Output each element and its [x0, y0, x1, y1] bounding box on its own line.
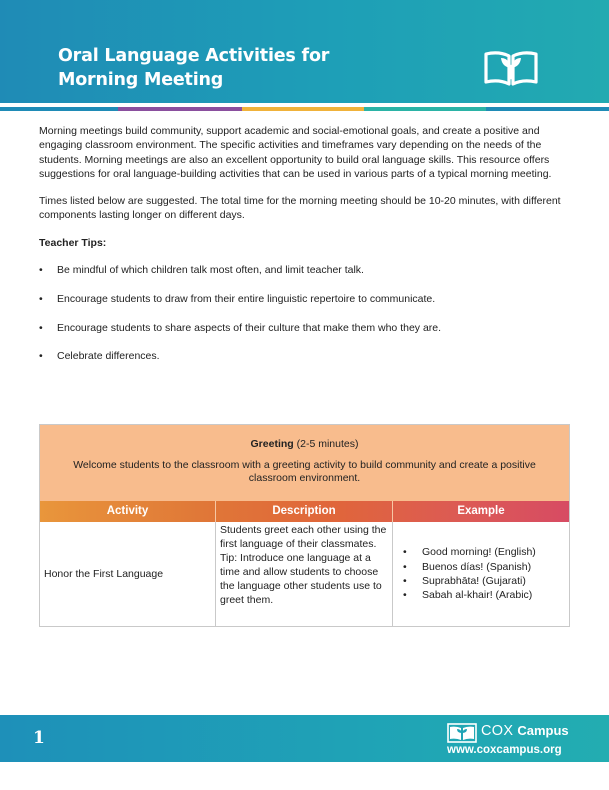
brand-campus: Campus [517, 723, 569, 738]
list-item [403, 588, 536, 602]
main-content [39, 124, 569, 378]
color-stripe [0, 107, 609, 111]
bullet-icon: • [39, 292, 43, 305]
list-item [39, 321, 569, 335]
tip-text: Celebrate differences. [57, 350, 160, 363]
bullet-icon: • [39, 264, 43, 277]
section-time: (2-5 minutes) [296, 438, 359, 450]
list-item [403, 574, 536, 588]
teacher-tips-heading: Teacher Tips: [39, 236, 107, 249]
bullet-icon: • [403, 560, 407, 573]
bullet-icon: • [403, 589, 407, 602]
tip-text: Be mindful of which children talk most often, and limit teacher talk. [57, 264, 364, 277]
open-book-sprout-icon [447, 723, 477, 743]
example-text: Sabah al-khair! (Arabic) [422, 589, 533, 602]
example-text: Good morning! (English) [422, 546, 536, 559]
table-column-headers [40, 501, 569, 522]
brand-name [481, 721, 569, 741]
open-book-sprout-icon [482, 46, 540, 88]
intro-paragraph-1: Morning meetings build community, support academic and social-emotional goals, and create a positive and engaging classroom environment. The specific activities and timeframes vary depending on the needs of the students. Morning meetings are also an excellent opportunity to build oral language skills. This resource offers suggestions for oral language-building activities that can be used in various parts of a typical morning meeting. [39, 125, 552, 180]
list-item [39, 349, 569, 363]
page-title-line-2: Morning Meeting [58, 70, 224, 90]
example-list [403, 545, 536, 602]
activity-cell: Honor the First Language [40, 522, 216, 626]
bullet-icon: • [39, 350, 43, 363]
tip-text: Encourage students to share aspects of their culture that make them who they are. [57, 321, 442, 334]
teacher-tips-list [39, 263, 569, 364]
tip-text: Encourage students to draw from their entire linguistic repertoire to communicate. [57, 292, 436, 305]
bullet-icon: • [39, 321, 43, 334]
brand-cox: COX [481, 723, 514, 739]
example-text: Buenos días! (Spanish) [422, 560, 532, 573]
intro-paragraph-2: Times listed below are suggested. The total time for the morning meeting should be 10-20 minutes, with different components lasting longer on different days. [39, 195, 561, 222]
greeting-table [39, 424, 570, 627]
page-title [58, 44, 418, 92]
column-header-activity: Activity [40, 501, 216, 522]
page-title-line-1: Oral Language Activities for [58, 46, 330, 66]
list-item [39, 263, 569, 277]
section-title: Greeting [250, 438, 294, 450]
list-item [403, 560, 536, 574]
column-header-description: Description [216, 501, 393, 522]
page-header [0, 0, 609, 103]
list-item [403, 545, 536, 559]
bullet-icon: • [403, 546, 407, 559]
description-cell: Students greet each other using the first language of their classmates. Tip: Introduce one language at a time and allow students to choose the language other students use to greet them. [216, 522, 393, 626]
list-item [39, 292, 569, 306]
page-number: 1 [33, 728, 45, 748]
greeting-title [40, 438, 569, 451]
greeting-section-header [40, 425, 569, 501]
greeting-description: Welcome students to the classroom with a greeting activity to build community and create a positive classroom environment. [73, 459, 536, 484]
example-cell [393, 522, 569, 626]
page-footer [0, 715, 609, 762]
column-header-example: Example [457, 505, 505, 517]
example-text: Suprabhāta! (Gujarati) [422, 575, 526, 587]
table-row [40, 522, 569, 626]
bullet-icon: • [403, 575, 407, 587]
website-url[interactable]: www.coxcampus.org [447, 744, 562, 756]
